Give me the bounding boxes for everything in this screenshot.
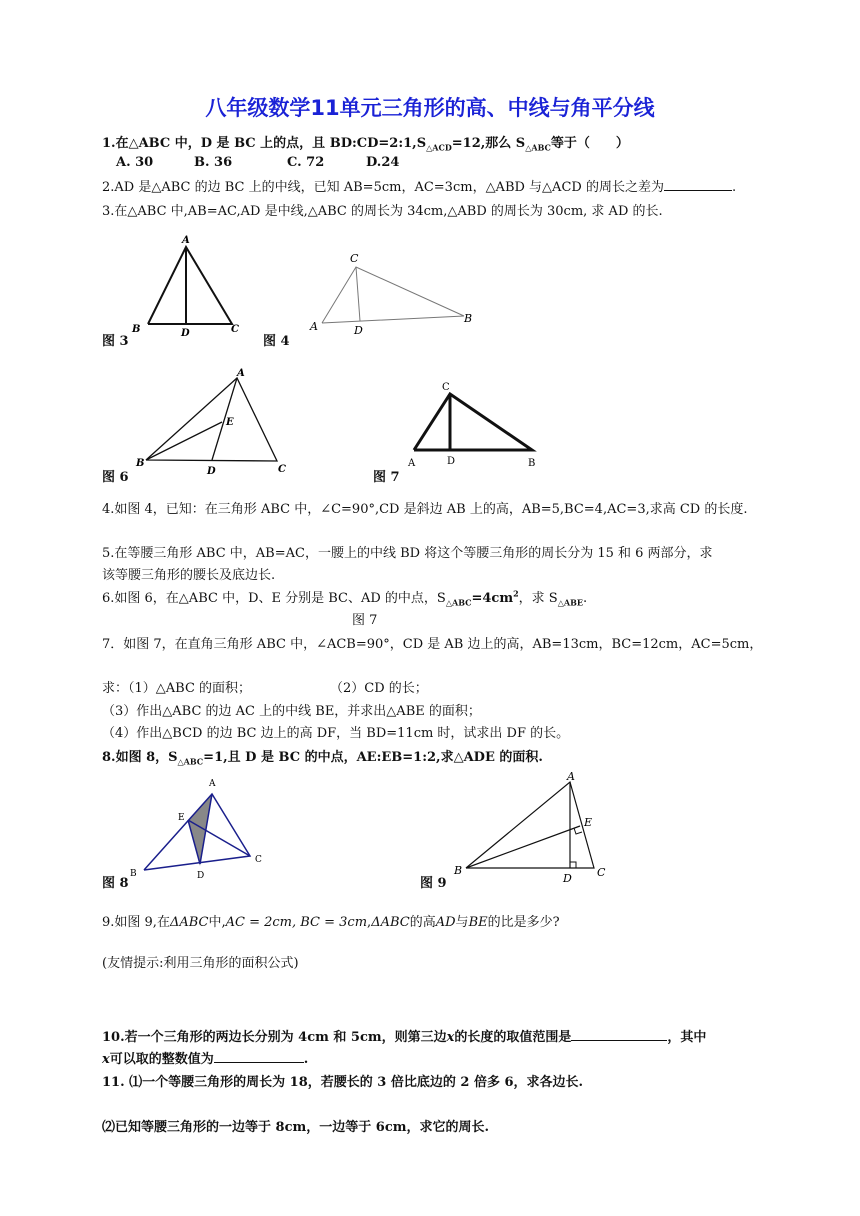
question-11-part-1: 11. ⑴一个等腰三角形的周长为 18，若腰长的 3 倍比底边的 2 倍多 6，求各边长. — [102, 1075, 584, 1090]
q10-var-x-2: x — [102, 1052, 110, 1067]
fig6-label-a: A — [237, 368, 245, 379]
fig8-caption: 图 8 — [102, 876, 129, 891]
fig9-altitude-be — [466, 826, 580, 868]
fig4-altitude — [356, 267, 360, 321]
fig6-caption: 图 6 — [102, 470, 129, 485]
figure-9 — [450, 770, 620, 886]
fig9-label-e: E — [584, 816, 593, 829]
q6-text-a: 6.如图 6，在△ABC 中，D、E 分别是 BC、AD 的中点，S — [102, 591, 446, 606]
fig8-label-b: B — [130, 869, 137, 879]
q10-end: . — [303, 1052, 309, 1067]
figure-8 — [124, 774, 274, 884]
fig7-triangle — [414, 394, 532, 450]
fig8-shaded-region — [188, 794, 212, 866]
q6-text-d: . — [582, 591, 588, 606]
fig8-label-a: A — [209, 779, 216, 789]
figure-7 — [400, 380, 550, 472]
q9-math-triangle-1: ΔABC — [169, 915, 209, 930]
question-7-part-1: 求：（1）△ABC 的面积； — [102, 681, 252, 696]
fig9-label-a: A — [567, 770, 575, 783]
fig4-triangle — [322, 267, 464, 323]
fig3-triangle — [148, 247, 232, 324]
q8-text-b: =1,且 D 是 BC 的中点，AE:EB=1:2,求△ADE 的面积. — [203, 750, 543, 765]
question-7-stem: 7．如图 7，在直角三角形 ABC 中，∠ACB=90°，CD 是 AB 边上的高，AB=13cm，BC=12cm，AC=5cm， — [102, 637, 763, 652]
q10-text-a: 10.若一个三角形的两边长分别为 4cm 和 5cm，则第三边 — [102, 1030, 447, 1045]
question-7-part-2: （2）CD 的长； — [330, 681, 428, 696]
question-6 — [102, 587, 587, 608]
q9-math-lengths: AC = 2cm, BC = 3cm — [225, 915, 368, 930]
q1-option-d: D.24 — [366, 155, 400, 170]
q2-end: . — [731, 180, 737, 195]
q1-stem-b: =12,那么 S — [451, 136, 526, 151]
fig9-right-angle-d — [570, 862, 576, 868]
fig3-label-b: B — [132, 324, 141, 335]
q8-sub-abc: △ABC — [177, 756, 204, 767]
figure-6 — [130, 364, 300, 478]
q6-text-b: =4cm — [471, 591, 514, 606]
fig3-label-c: C — [231, 324, 239, 335]
fig9-label-c: C — [597, 866, 606, 879]
q2-blank[interactable] — [664, 178, 732, 191]
fig9-label-b: B — [454, 864, 463, 877]
fig3-label-a: A — [182, 235, 190, 246]
question-10-line-2 — [102, 1048, 308, 1067]
q2-text: 2.AD 是△ABC 的边 BC 上的中线，已知 AB=5cm，AC=3cm，△ABD 与△ACD 的周长之差为 — [102, 180, 664, 195]
fig7-label-d: D — [447, 456, 456, 467]
fig7-label-c: C — [442, 382, 450, 393]
q9-text-e: 与 — [455, 915, 469, 930]
question-3: 3.在△ABC 中,AB=AC,AD 是中线,△ABC 的周长为 34cm,△ABD 的周长为 30cm, 求 AD 的长. — [102, 204, 663, 219]
fig4-caption: 图 4 — [263, 334, 290, 349]
q10-blank-range[interactable] — [571, 1028, 667, 1041]
fig7-caption-inline: 图 7 — [373, 470, 400, 485]
question-4: 4.如图 4，已知：在三角形 ABC 中，∠C=90°,CD 是斜边 AB 上的高，AB=5,BC=4,AC=3,求高 CD 的长度. — [102, 502, 748, 517]
fig3-caption: 图 3 — [102, 334, 129, 349]
fig9-caption: 图 9 — [420, 876, 447, 891]
question-7-part-4: （4）作出△BCD 的边 BC 边上的高 DF，当 BD=11cm 时，试求出 DF 的长。 — [102, 726, 570, 741]
fig8-label-c: C — [255, 855, 262, 865]
q10-var-x: x — [446, 1030, 455, 1045]
q8-text-a: 8.如图 8，S — [102, 750, 178, 765]
fig6-label-d: D — [207, 466, 216, 477]
q1-stem-c: 等于（ ） — [550, 136, 629, 151]
fig9-triangle — [466, 782, 594, 868]
fig3-label-d: D — [181, 328, 190, 339]
q10-blank-integers[interactable] — [214, 1050, 304, 1063]
fig4-label-a: A — [310, 320, 318, 333]
fig7-caption-floating: 图 7 — [352, 613, 378, 628]
q10-text-c: ，其中 — [667, 1030, 707, 1045]
q9-hint: (友情提示:利用三角形的面积公式) — [102, 956, 299, 971]
q6-sub-abc: △ABC — [445, 597, 472, 608]
q10-text-b: 的长度的取值范围是 — [454, 1030, 572, 1045]
fig8-label-e: E — [178, 813, 185, 823]
question-7-part-3: （3）作出△ABC 的边 AC 上的中线 BE，并求出△ABE 的面积； — [102, 704, 481, 719]
fig9-label-d: D — [563, 872, 572, 885]
fig4-label-b: B — [464, 312, 473, 325]
fig8-label-d: D — [197, 871, 205, 881]
q1-stem-a: 1.在△ABC 中，D 是 BC 上的点，且 BD:CD=2:1,S — [102, 136, 427, 151]
q10-text-d: 可以取的整数值为 — [109, 1052, 214, 1067]
page-title: 八年级数学11单元三角形的高、中线与角平分线 — [205, 96, 655, 120]
fig6-segment-be — [146, 422, 222, 460]
q1-sub-acd: △ACD — [426, 142, 452, 153]
q1-option-b: B. 36 — [194, 155, 233, 170]
question-11-part-2: ⑵已知等腰三角形的一边等于 8cm，一边等于 6cm，求它的周长. — [102, 1120, 490, 1135]
question-10-line-1 — [102, 1026, 706, 1045]
question-8 — [102, 746, 543, 767]
question-5-line-1: 5.在等腰三角形 ABC 中，AB=AC，一腰上的中线 BD 将这个等腰三角形的周长分为 15 和 6 两部分，求 — [102, 546, 713, 561]
q6-sup: 2 — [513, 588, 519, 599]
q9-text-d: 的高 — [409, 915, 436, 930]
q6-text-c: ，求 S — [518, 591, 558, 606]
fig6-label-c: C — [278, 464, 286, 475]
q1-option-c: C. 72 — [287, 155, 325, 170]
q9-text-a: 9.如图 9,在 — [102, 915, 170, 930]
fig9-right-angle-e — [574, 828, 582, 834]
figure-4 — [306, 248, 486, 340]
fig6-label-b: B — [136, 458, 145, 469]
fig6-label-e: E — [226, 417, 234, 428]
fig6-triangle — [146, 378, 277, 461]
fig4-label-c: C — [350, 252, 359, 265]
question-9 — [102, 911, 560, 930]
fig4-label-d: D — [354, 324, 363, 337]
q9-text-f: 的比是多少? — [487, 915, 560, 930]
question-1 — [102, 132, 629, 153]
q6-sub-abe: △ABE — [557, 597, 583, 608]
q9-math-ad: AD — [435, 915, 456, 930]
q9-text-b: 中, — [208, 915, 226, 930]
q1-sub-abc: △ABC — [525, 142, 551, 153]
question-5-line-2: 该等腰三角形的腰长及底边长. — [102, 568, 276, 583]
fig7-label-b: B — [528, 458, 536, 469]
figure-3 — [128, 232, 248, 340]
fig7-label-a: A — [408, 458, 416, 469]
q9-math-triangle-2: ΔABC — [371, 915, 410, 930]
q1-option-a: A. 30 — [116, 155, 154, 170]
q9-math-be: BE — [468, 915, 488, 930]
q9-text-c: , — [367, 915, 372, 930]
question-2 — [102, 176, 736, 195]
